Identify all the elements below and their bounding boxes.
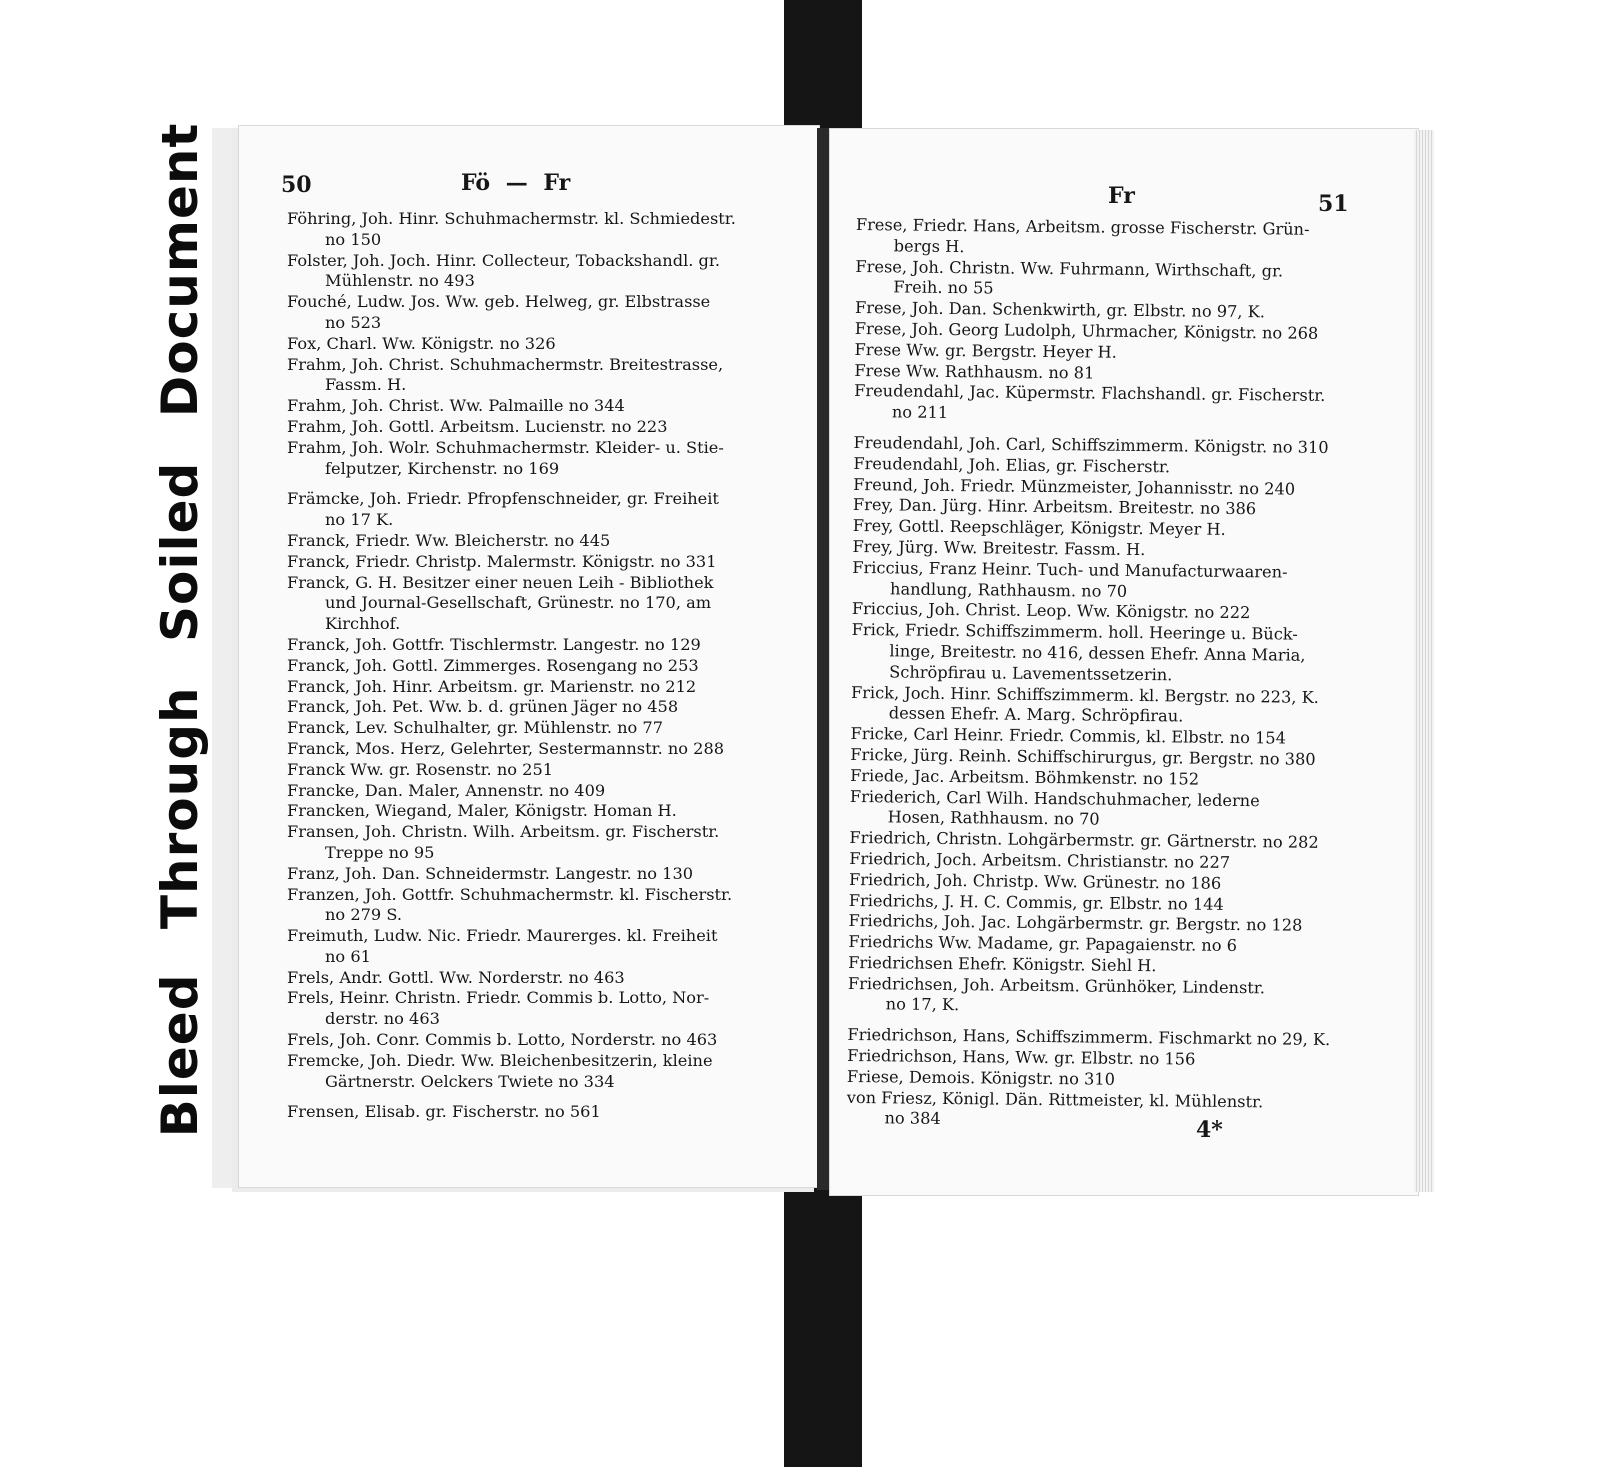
entry-line: dessen Ehefr. A. Marg. Schröpfirau.: [888, 703, 1184, 726]
directory-entry: [287, 864, 787, 885]
entry-line: Schröpfirau u. Lavementssetzerin.: [889, 662, 1173, 685]
entry-line: Freund, Joh. Friedr. Münzmeister, Johannisstr. no 240: [853, 474, 1296, 499]
right-page: [829, 128, 1419, 1196]
entry-line: Franzen, Joh. Gottfr. Schuhmachermstr. kl. Fischerstr.: [287, 884, 733, 904]
entry-line: Franck, Lev. Schulhalter, gr. Mühlenstr. no 77: [287, 718, 664, 738]
directory-entry: [855, 257, 1363, 304]
entry-line: no 523: [325, 312, 382, 332]
entry-line: Mühlenstr. no 493: [325, 271, 475, 291]
entry-line: Friedrich, Joh. Christp. Ww. Grünestr. no 186: [848, 869, 1222, 893]
directory-entry: [287, 552, 787, 573]
entry-line: Franck, Joh. Pet. Ww. b. d. grünen Jäger no 458: [287, 697, 679, 717]
entry-line: felputzer, Kirchenstr. no 169: [325, 458, 560, 478]
entry-line: Friedrichson, Hans, Ww. gr. Elbstr. no 156: [847, 1046, 1196, 1069]
directory-entry: [287, 801, 787, 822]
entry-line: Frick, Joch. Hinr. Schiffszimmerm. kl. Bergstr. no 223, K.: [850, 682, 1319, 707]
entry-line: Friedrichs, J. H. C. Commis, gr. Elbstr. no 144: [848, 890, 1224, 914]
directory-entry: [287, 635, 787, 656]
entry-line: Freimuth, Ludw. Nic. Friedr. Maurerges. kl. Freiheit: [287, 926, 718, 946]
entry-line: Friedrichs, Joh. Jac. Lohgärbermstr. gr. Bergstr. no 128: [848, 911, 1303, 936]
directory-entry: [287, 739, 787, 760]
entry-line: Francken, Wiegand, Maler, Königstr. Homan H.: [287, 801, 677, 821]
entry-gap: [287, 479, 787, 489]
entry-line: Friederich, Carl Wilh. Handschuhmacher, lederne: [849, 786, 1260, 810]
entry-line: Freudendahl, Joh. Carl, Schiffszimmerm. Königstr. no 310: [853, 432, 1329, 457]
entry-line: Frick, Friedr. Schiffszimmerm. holl. Heeringe u. Bück-: [851, 620, 1298, 644]
entry-line: Fricke, Carl Heinr. Friedr. Commis, kl. Elbstr. no 154: [850, 724, 1287, 748]
directory-entry: [287, 396, 787, 417]
binding-tape-top: [784, 0, 862, 135]
side-label: [150, 122, 210, 1138]
entry-line: bergs H.: [893, 236, 965, 256]
entry-line: Fremcke, Joh. Diedr. Ww. Bleichenbesitzerin, kleine: [287, 1050, 713, 1070]
directory-entry: [287, 531, 787, 552]
directory-entry: [287, 334, 787, 355]
entry-line: Franck, Joh. Gottl. Zimmerges. Rosengang no 253: [287, 655, 699, 675]
directory-entry: [287, 573, 787, 635]
entry-gap: [287, 1092, 787, 1102]
left-entry-list: [287, 209, 787, 1123]
entry-line: Friedrich, Joch. Arbeitsm. Christianstr. no 227: [849, 848, 1231, 872]
entry-line: no 17 K.: [325, 510, 394, 530]
directory-entry: [287, 968, 787, 989]
entry-line: Freih. no 55: [893, 277, 994, 298]
directory-entry: [287, 355, 787, 397]
side-label-text: Bleed Through Soiled Document: [151, 122, 209, 1138]
entry-line: Frese, Joh. Christn. Ww. Fuhrmann, Wirthschaft, gr.: [855, 256, 1284, 281]
directory-entry: [287, 489, 787, 531]
entry-line: Friedrichson, Hans, Schiffszimmerm. Fischmarkt no 29, K.: [847, 1025, 1331, 1050]
entry-line: Freudendahl, Joh. Elias, gr. Fischerstr.: [853, 453, 1171, 477]
directory-entry: [287, 926, 787, 968]
entry-line: Freudendahl, Jac. Küpermstr. Flachshandl. gr. Fischerstr.: [854, 381, 1326, 406]
right-running-head: Fr: [1108, 183, 1135, 209]
entry-line: Francke, Dan. Maler, Annenstr. no 409: [287, 780, 606, 800]
directory-entry: [287, 209, 787, 251]
entry-line: Franck, Mos. Herz, Gelehrter, Sestermannstr. no 288: [287, 738, 725, 758]
entry-line: Fassm. H.: [325, 375, 407, 395]
directory-entry: [846, 1088, 1354, 1135]
signature-mark: 4*: [1196, 1117, 1223, 1143]
entry-line: Frels, Heinr. Christn. Friedr. Commis b. Lotto, Nor-: [287, 988, 710, 1008]
entry-line: Frahm, Joh. Christ. Schuhmachermstr. Breitestrasse,: [287, 354, 724, 374]
directory-entry: [850, 786, 1358, 833]
directory-entry: [287, 1102, 787, 1123]
directory-entry: [852, 558, 1360, 605]
entry-line: Frahm, Joh. Christ. Ww. Palmaille no 344: [287, 396, 625, 416]
directory-entry: [287, 292, 787, 334]
directory-entry: [287, 988, 787, 1030]
directory-entry: [856, 215, 1364, 262]
entry-line: Friedrichsen Ehefr. Königstr. Siehl H.: [848, 952, 1157, 976]
entry-line: Fouché, Ludw. Jos. Ww. geb. Helweg, gr. Elbstrasse: [287, 292, 711, 312]
directory-entry: [287, 781, 787, 802]
directory-entry: [287, 417, 787, 438]
directory-entry: [287, 251, 787, 293]
entry-line: Franck, Friedr. Christp. Malermstr. Königstr. no 331: [287, 551, 717, 571]
entry-line: Frese Ww. gr. Bergstr. Heyer H.: [854, 339, 1117, 362]
entry-line: no 279 S.: [325, 905, 403, 925]
entry-line: Frey, Jürg. Ww. Breitestr. Fassm. H.: [852, 536, 1146, 560]
directory-entry: [287, 822, 787, 864]
directory-entry: [287, 697, 787, 718]
entry-line: Franck, Joh. Gottfr. Tischlermstr. Langestr. no 129: [287, 634, 701, 654]
entry-line: no 384: [884, 1108, 941, 1129]
entry-line: no 150: [325, 229, 382, 249]
entry-line: Friese, Demois. Königstr. no 310: [846, 1066, 1116, 1089]
entry-line: Folster, Joh. Joch. Hinr. Collecteur, Tobackshandl. gr.: [287, 250, 721, 270]
entry-line: Franz, Joh. Dan. Schneidermstr. Langestr. no 130: [287, 863, 694, 883]
entry-line: Hosen, Rathhausm. no 70: [887, 807, 1100, 829]
entry-line: Frey, Gottl. Reepschläger, Königstr. Meyer H.: [852, 516, 1226, 540]
directory-entry: [287, 718, 787, 739]
entry-line: Frensen, Elisab. gr. Fischerstr. no 561: [287, 1102, 601, 1122]
entry-line: Gärtnerstr. Oelckers Twiete no 334: [325, 1071, 615, 1091]
entry-line: Fox, Charl. Ww. Königstr. no 326: [287, 333, 556, 353]
page-edges: [1414, 130, 1434, 1192]
directory-entry: [287, 885, 787, 927]
entry-line: Frahm, Joh. Gottl. Arbeitsm. Lucienstr. no 223: [287, 416, 668, 436]
entry-line: Friedrich, Christn. Lohgärbermstr. gr. Gärtnerstr. no 282: [849, 828, 1319, 852]
entry-line: Franck Ww. gr. Rosenstr. no 251: [287, 759, 554, 779]
entry-line: linge, Breitestr. no 416, dessen Ehefr. Anna Maria,: [889, 641, 1306, 665]
entry-line: derstr. no 463: [325, 1009, 440, 1029]
entry-line: Friccius, Franz Heinr. Tuch- und Manufacturwaaren-: [852, 557, 1288, 582]
right-page-number: 51: [1318, 191, 1349, 217]
entry-line: Frahm, Joh. Wolr. Schuhmachermstr. Kleider- u. Stie-: [287, 437, 724, 457]
entry-line: Frese, Friedr. Hans, Arbeitsm. grosse Fischerstr. Grün-: [855, 215, 1310, 239]
directory-entry: [851, 620, 1360, 688]
directory-entry: [287, 760, 787, 781]
entry-line: Främcke, Joh. Friedr. Pfropfenschneider, gr. Freiheit: [287, 489, 719, 509]
left-running-head: Fö — Fr: [461, 170, 571, 196]
entry-line: no 211: [891, 402, 949, 423]
left-page-number: 50: [281, 172, 312, 198]
entry-line: Treppe no 95: [325, 842, 435, 862]
entry-line: Föhring, Joh. Hinr. Schuhmachermstr. kl. Schmiedestr.: [287, 209, 736, 228]
entry-line: von Friesz, Königl. Dän. Rittmeister, kl. Mühlenstr.: [846, 1087, 1264, 1111]
entry-line: Frese Ww. Rathhausm. no 81: [854, 360, 1095, 383]
entry-line: no 17, K.: [885, 994, 960, 1015]
page-stack-shadow: [212, 128, 240, 1188]
entry-line: Frese, Joh. Georg Ludolph, Uhrmacher, Königstr. no 268: [854, 318, 1319, 343]
entry-line: Friede, Jac. Arbeitsm. Böhmkenstr. no 152: [850, 765, 1200, 789]
entry-line: Frels, Joh. Conr. Commis b. Lotto, Norderstr. no 463: [287, 1030, 718, 1050]
entry-line: Frese, Joh. Dan. Schenkwirth, gr. Elbstr. no 97, K.: [854, 298, 1265, 322]
left-page: [238, 125, 820, 1188]
directory-entry: [287, 438, 787, 480]
entry-line: Franck, G. H. Besitzer einer neuen Leih - Bibliothek: [287, 572, 714, 592]
entry-line: Kirchhof.: [325, 614, 401, 634]
directory-entry: [854, 381, 1362, 428]
entry-line: Fransen, Joh. Christn. Wilh. Arbeitsm. gr. Fischerstr.: [287, 822, 720, 842]
directory-entry: [287, 677, 787, 698]
entry-line: handlung, Rathhausm. no 70: [889, 578, 1128, 601]
directory-entry: [848, 974, 1356, 1021]
entry-line: Franck, Joh. Hinr. Arbeitsm. gr. Marienstr. no 212: [287, 676, 697, 696]
directory-entry: [287, 656, 787, 677]
entry-line: Friedrichs Ww. Madame, gr. Papagaienstr. no 6: [848, 932, 1238, 956]
directory-entry: [287, 1051, 787, 1093]
binding-tape-bottom: [784, 1182, 862, 1467]
entry-line: und Journal-Gesellschaft, Grünestr. no 170, am: [325, 593, 712, 613]
right-entry-list: [846, 215, 1364, 1135]
entry-line: Franck, Friedr. Ww. Bleicherstr. no 445: [287, 530, 611, 550]
directory-entry: [287, 1030, 787, 1051]
entry-line: Friedrichsen, Joh. Arbeitsm. Grünhöker, Lindenstr.: [847, 973, 1266, 998]
directory-entry: [851, 683, 1359, 730]
entry-line: Fricke, Jürg. Reinh. Schiffschirurgus, gr. Bergstr. no 380: [850, 744, 1316, 769]
entry-line: no 61: [325, 946, 371, 966]
entry-line: Frey, Dan. Jürg. Hinr. Arbeitsm. Breitestr. no 386: [852, 495, 1257, 519]
entry-line: Friccius, Joh. Christ. Leop. Ww. Königstr. no 222: [851, 599, 1251, 623]
entry-line: Frels, Andr. Gottl. Ww. Norderstr. no 463: [287, 967, 625, 987]
